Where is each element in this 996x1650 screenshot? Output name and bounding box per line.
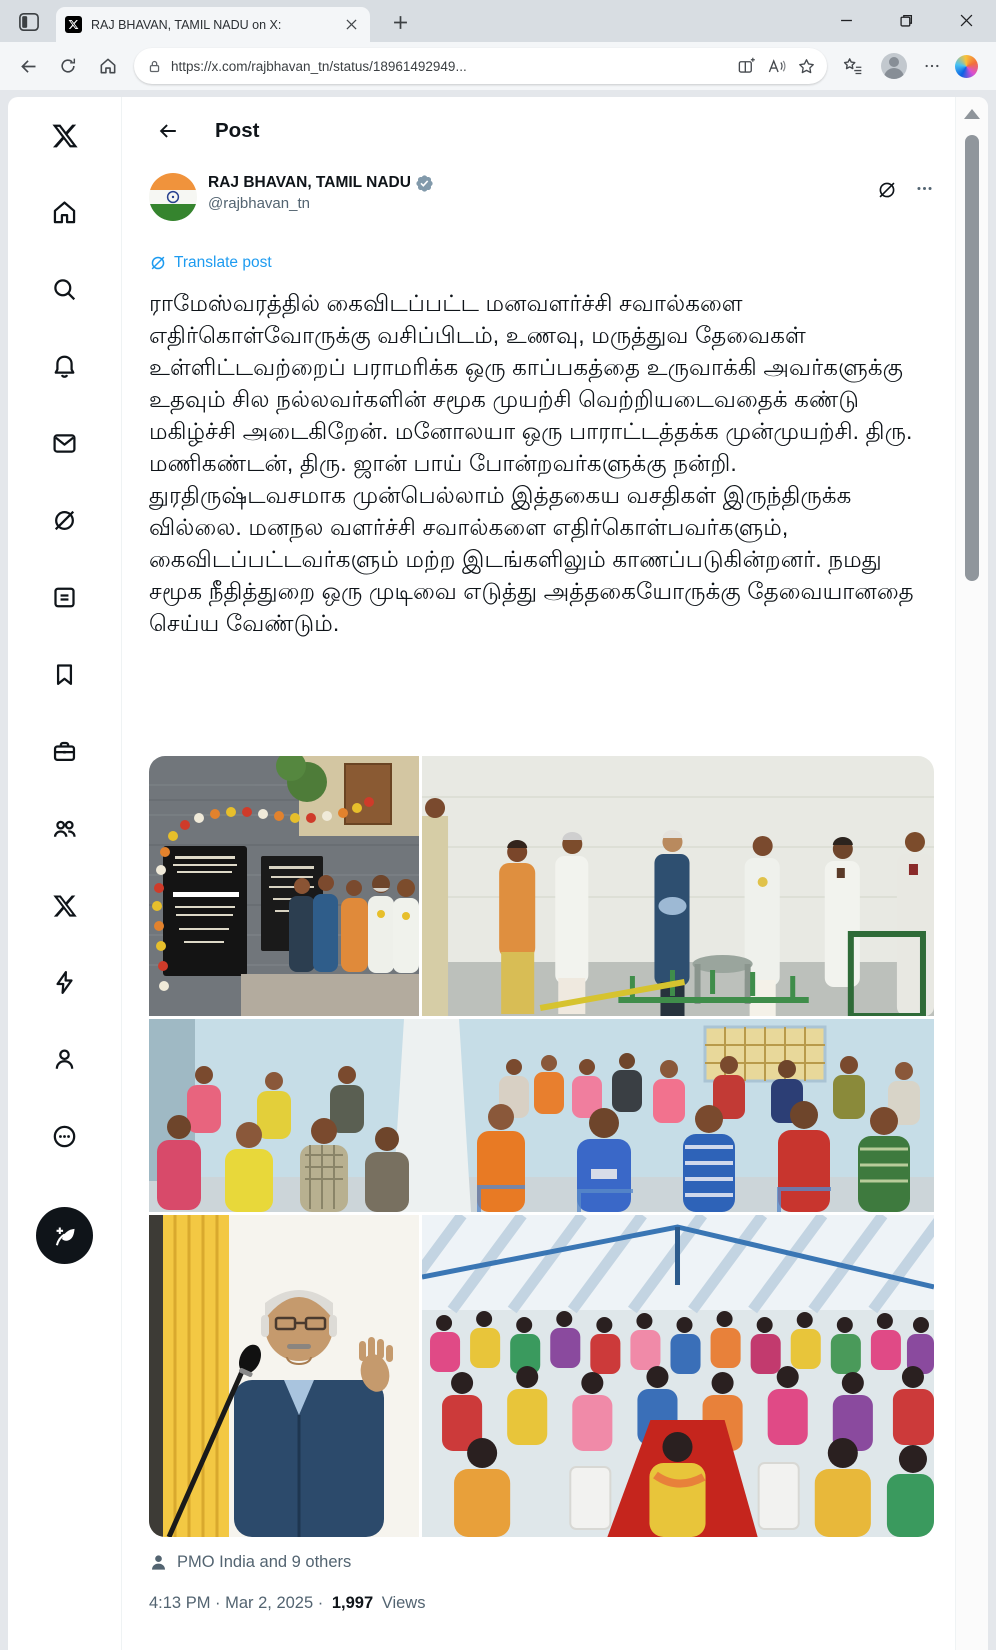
browser-tab-strip	[0, 0, 996, 42]
sidebar-item-verified-orgs[interactable]	[8, 944, 121, 1021]
post-time-date[interactable]: 4:13 PM · Mar 2, 2025 ·	[149, 1594, 324, 1612]
translate-row[interactable]	[149, 251, 934, 275]
profile-avatar[interactable]	[149, 173, 197, 221]
tagged-users-label[interactable]: PMO India and 9 others	[177, 1553, 352, 1571]
author-handle[interactable]: @rajbhavan_tn	[208, 195, 310, 212]
sidebar-item-home[interactable]	[8, 174, 121, 251]
page-title: Post	[215, 119, 260, 142]
sidebar-item-notifications[interactable]	[8, 328, 121, 405]
avatar-body-shape	[884, 68, 904, 79]
tab-title: RAJ BHAVAN, TAMIL NADU on X:	[91, 17, 282, 32]
url-text[interactable]: https://x.com/rajbhavan_tn/status/18961492949...	[171, 58, 467, 74]
close-button[interactable]	[936, 0, 996, 40]
sidebar-item-bookmarks[interactable]	[8, 636, 121, 713]
author-info	[208, 173, 876, 221]
restore-button[interactable]	[876, 0, 936, 40]
sidebar-item-explore[interactable]	[8, 251, 121, 328]
tagged-person-icon	[149, 1553, 168, 1572]
window-controls	[816, 0, 996, 40]
address-bar[interactable]	[134, 48, 827, 84]
tab-close-icon[interactable]	[342, 15, 361, 34]
refresh-icon[interactable]	[50, 49, 86, 83]
post-header-bar	[149, 97, 955, 165]
lock-icon[interactable]	[147, 59, 162, 74]
back-icon[interactable]	[10, 49, 46, 83]
sidebar-item-lists[interactable]	[8, 559, 121, 636]
sidebar-item-communities[interactable]	[8, 790, 121, 867]
split-screen-icon[interactable]	[731, 51, 761, 81]
post-image-canopy-crowd[interactable]	[422, 1215, 934, 1537]
grok-translate-icon	[149, 254, 167, 272]
post-image-speech[interactable]	[149, 1215, 419, 1537]
post-more-icon[interactable]	[915, 179, 934, 198]
home-icon[interactable]	[90, 49, 126, 83]
views-label: Views	[381, 1594, 426, 1612]
page-scrollbar[interactable]	[956, 97, 988, 1650]
sidebar-item-more[interactable]	[8, 1098, 121, 1175]
avatar-head-shape	[889, 57, 899, 67]
compose-post-button[interactable]	[36, 1207, 93, 1264]
scroll-up-arrow[interactable]	[964, 109, 980, 119]
verified-badge-icon	[415, 174, 434, 193]
translate-post-link[interactable]: Translate post	[174, 254, 272, 271]
browser-toolbar	[0, 42, 996, 90]
tab-layout-icon[interactable]	[15, 9, 43, 34]
author-actions	[876, 173, 934, 221]
browser-more-icon[interactable]	[917, 49, 947, 83]
views-count: 1,997	[331, 1594, 374, 1612]
copilot-icon[interactable]	[955, 55, 978, 78]
post-image-plaque[interactable]	[149, 756, 419, 1016]
post-image-hall-crowd[interactable]	[149, 1019, 934, 1212]
scrollbar-thumb[interactable]	[965, 135, 979, 581]
sidebar-item-grok[interactable]	[8, 482, 121, 559]
x-sidebar	[8, 97, 122, 1650]
sidebar-item-jobs[interactable]	[8, 713, 121, 790]
post-media-grid	[149, 756, 934, 1537]
browser-profile-avatar[interactable]	[881, 53, 907, 79]
post-timestamp-row	[149, 1594, 934, 1613]
tagged-users-row[interactable]	[149, 1553, 934, 1572]
main-column	[123, 97, 956, 1650]
new-tab-button[interactable]	[386, 10, 414, 35]
author-name[interactable]: RAJ BHAVAN, TAMIL NADU	[208, 174, 411, 191]
browser-tab[interactable]	[56, 7, 370, 42]
grok-actions-icon[interactable]	[876, 179, 898, 201]
minimize-button[interactable]	[816, 0, 876, 40]
read-aloud-icon[interactable]	[761, 51, 791, 81]
x-favicon-icon	[65, 16, 82, 33]
post-body-text: ராமேஸ்வரத்தில் கைவிடப்பட்ட மனவளர்ச்சி சவால்களை எதிர்கொள்வோருக்கு வசிப்பிடம், உணவு, மருத்துவ தேவைகள் உள்ளிட்டவற்றைப் பராமரிக்க ஒரு காப்பகத்தை உருவாக்கி அவர்களுக்கு உதவும் சில நல்லவர்களின் சமூக முயற்சி வெற்றியடைவதைக் கண்டு மகிழ்ச்சி அடைகிறேன். மனோலயா ஒரு பாராட்டத்தக்க முன்முயற்சி. திரு. மணிகண்டன், திரு. ஜான் பாய் போன்றவர்களுக்கு நன்றி. துரதிருஷ்டவசமாக முன்பெல்லாம் இத்தகைய வசதிகள் இருந்திருக்க வில்லை. மனநல வளர்ச்சி சவால்களை எதிர்கொள்பவர்களும், கைவிடப்பட்டவர்களும் மற்ற இடங்களிலும் காணப்படுகின்றனர். நமது சமூக நீதித்துறை ஒரு முடிவை எடுத்து அத்தகையோருக்கு தேவையானதை செய்ய வேண்டும்.	[149, 290, 914, 636]
back-arrow-icon[interactable]	[157, 120, 179, 142]
sidebar-item-x-logo[interactable]	[8, 97, 121, 174]
author-row	[149, 173, 934, 221]
favorite-star-icon[interactable]	[791, 51, 821, 81]
web-page	[8, 97, 988, 1650]
favorites-hub-icon[interactable]	[835, 49, 871, 83]
sidebar-item-premium[interactable]	[8, 867, 121, 944]
sidebar-item-messages[interactable]	[8, 405, 121, 482]
post-image-meeting[interactable]	[422, 756, 934, 1016]
sidebar-item-profile[interactable]	[8, 1021, 121, 1098]
